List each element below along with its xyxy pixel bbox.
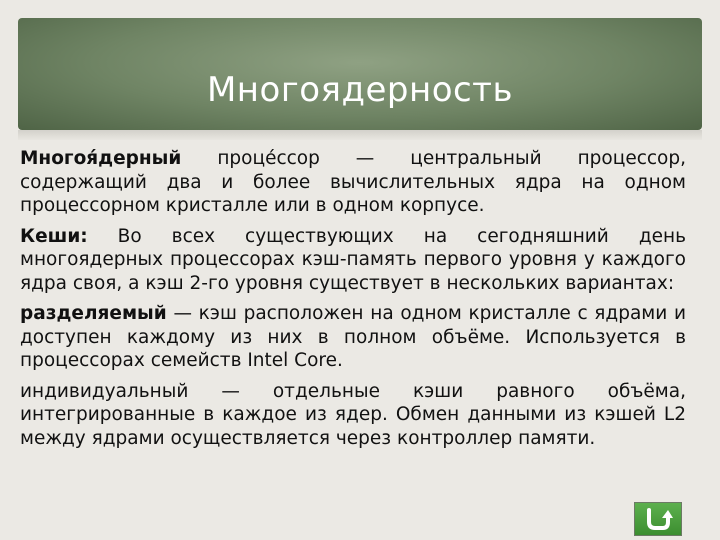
paragraph-caches	[20, 225, 686, 296]
return-arrow-icon	[643, 506, 673, 532]
slide-body	[20, 147, 686, 457]
paragraph-shared	[20, 302, 686, 373]
return-button[interactable]	[634, 502, 682, 536]
paragraph-text: Во всех существующих на сегодняшний день многоядерных процессорах кэш-память первого уровня у каждого ядра своя, а кэш 2-го уровня существует в нескольких вариантах:	[20, 225, 686, 294]
paragraph-text: проце́ссор — центральный процессор, содержащий два и более вычислительных ядра на одном процессорном кристалле или в одном корпусе.	[20, 148, 686, 216]
paragraph-text: индивидуальный — отдельные кэши равного объёма, интегрированные в каждое из ядер. Обмен данными из кэшей L2 между ядрами осуществляется через контроллер памяти.	[20, 380, 686, 449]
paragraph-definition	[20, 147, 686, 218]
term-shared: разделяемый	[20, 303, 167, 324]
title-divider	[18, 130, 702, 140]
paragraph-individual	[20, 380, 686, 451]
title-banner	[18, 18, 702, 130]
term-multicore: Многоя́дерный	[20, 148, 182, 169]
term-caches: Кеши:	[20, 225, 88, 247]
slide-title: Многоядерность	[206, 70, 514, 110]
paragraph-text: — кэш расположен на одном кристалле с ядрами и доступен каждому из них в полном объёме. Используется в процессорах семейств Intel Core.	[20, 303, 686, 371]
